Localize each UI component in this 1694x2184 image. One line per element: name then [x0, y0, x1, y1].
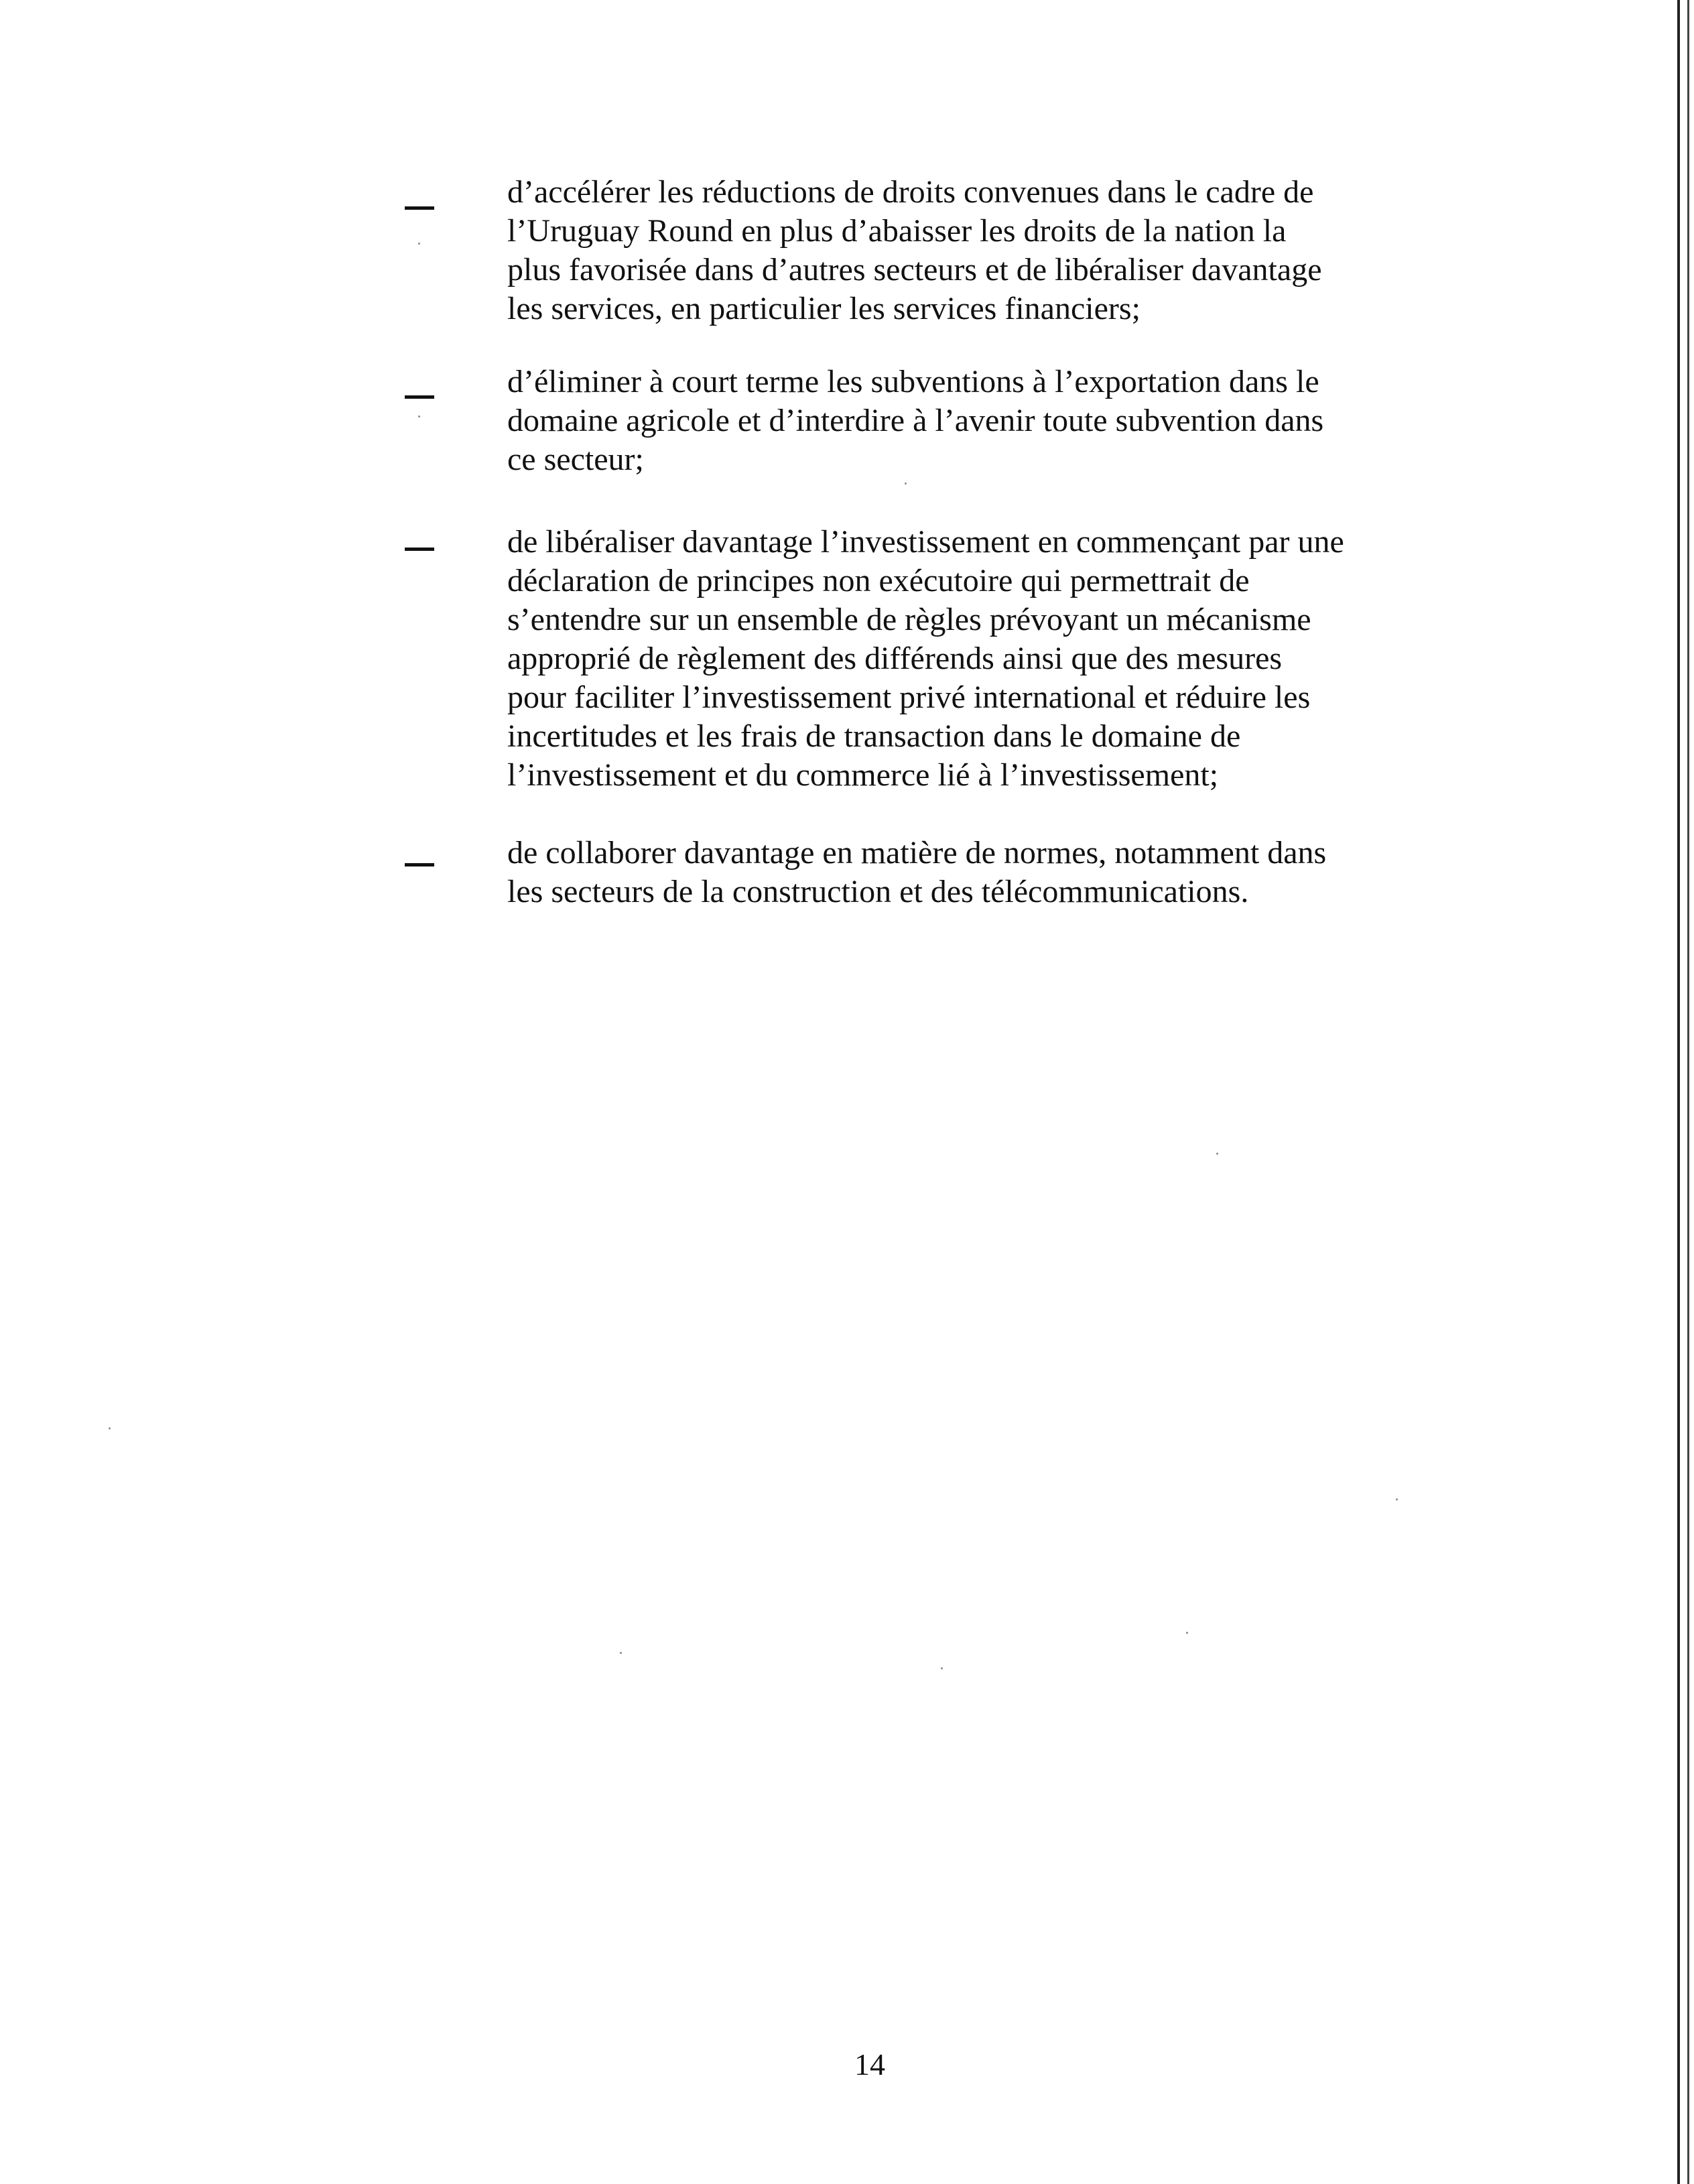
- text-line: s’entendre sur un ensemble de règles prévoyant un mécanisme: [507, 602, 1311, 637]
- text-line: ce secteur;: [507, 442, 644, 477]
- scan-speck: [418, 243, 420, 245]
- scan-speck: [1186, 1632, 1188, 1634]
- dash-bullet: [405, 206, 434, 210]
- scan-speck: [1396, 1498, 1398, 1500]
- scan-edge-line: [1677, 0, 1680, 2184]
- text-line: approprié de règlement des différends ainsi que des mesures: [507, 641, 1283, 676]
- scan-edge-line: [1687, 0, 1689, 2184]
- list-item-text: [507, 834, 1425, 911]
- scan-speck: [941, 1667, 943, 1669]
- scan-speck: [1216, 1153, 1218, 1155]
- text-line: domaine agricole et d’interdire à l’avenir toute subvention dans: [507, 403, 1324, 438]
- list-item-text: [507, 363, 1425, 479]
- text-line: les services, en particulier les services financiers;: [507, 291, 1141, 326]
- text-line: d’éliminer à court terme les subventions à l’exportation dans le: [507, 364, 1319, 399]
- text-line: d’accélérer les réductions de droits convenues dans le cadre de: [507, 174, 1314, 210]
- scan-speck: [418, 415, 420, 417]
- text-line: pour faciliter l’investissement privé international et réduire les: [507, 680, 1311, 715]
- dash-bullet: [405, 395, 434, 399]
- text-line: de libéraliser davantage l’investissement en commençant par une: [507, 524, 1344, 560]
- scan-speck: [620, 1652, 622, 1654]
- list-item-text: [507, 173, 1425, 328]
- page-number: 14: [854, 2047, 885, 2081]
- text-line: les secteurs de la construction et des télécommunications.: [507, 874, 1249, 909]
- scan-speck: [905, 483, 907, 485]
- text-line: de collaborer davantage en matière de normes, notamment dans: [507, 835, 1327, 871]
- text-line: incertitudes et les frais de transaction dans le domaine de: [507, 718, 1241, 754]
- text-line: l’investissement et du commerce lié à l’investissement;: [507, 757, 1219, 793]
- text-line: plus favorisée dans d’autres secteurs et de libéraliser davantage: [507, 252, 1322, 287]
- list-item-text: [507, 523, 1425, 795]
- text-line: déclaration de principes non exécutoire qui permettrait de: [507, 563, 1250, 598]
- dash-bullet: [405, 863, 434, 866]
- dash-bullet: [405, 548, 434, 551]
- text-line: l’Uruguay Round en plus d’abaisser les droits de la nation la: [507, 213, 1287, 249]
- scan-speck: [109, 1427, 111, 1429]
